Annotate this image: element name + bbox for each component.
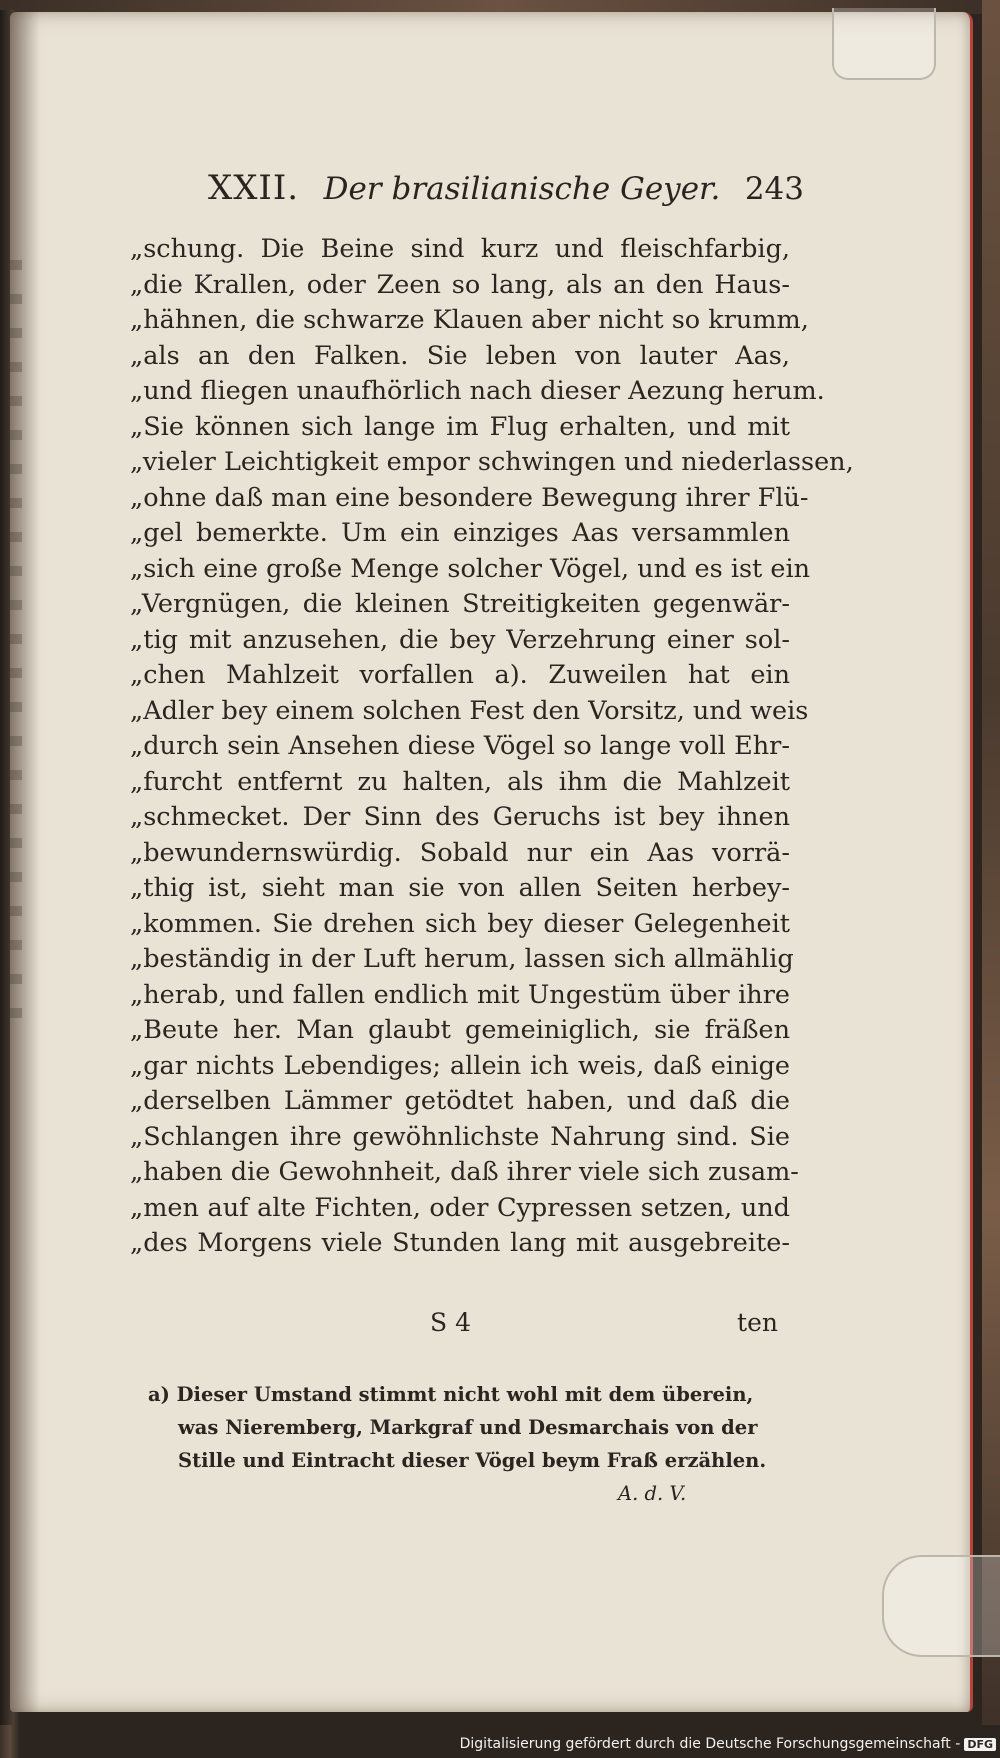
text-line: „als an den Falken. Sie leben von lauter Aas, bbox=[130, 340, 790, 371]
text-line: „schmecket. Der Sinn des Geruchs ist bey ihnen bbox=[130, 802, 790, 832]
section-number: XXII. bbox=[208, 168, 300, 208]
text-line: „thig ist, sieht man sie von allen Seiten herbey- bbox=[130, 873, 790, 903]
page-number: 243 bbox=[744, 171, 804, 207]
running-title: Der brasilianische Geyer. bbox=[323, 171, 721, 207]
footnote-line: Stille und Eintracht dieser Vögel beym Fraß erzählen. bbox=[178, 1449, 767, 1472]
text-line: „gar nichts Lebendiges; allein ich weis, daß einige bbox=[130, 1050, 790, 1081]
text-line: „die Krallen, oder Zeen so lang, als an den Haus- bbox=[130, 269, 790, 300]
text-line: „men auf alte Fichten, oder Cypressen setzen, und bbox=[130, 1192, 790, 1223]
digitization-credit bbox=[460, 1733, 996, 1755]
footnote-line: a) Dieser Umstand stimmt nicht wohl mit dem überein, bbox=[148, 1383, 754, 1406]
book-cover-right-edge bbox=[982, 0, 1000, 1725]
text-line: „haben die Gewohnheit, daß ihrer viele sich zusam- bbox=[130, 1157, 799, 1187]
text-line: „Vergnügen, die kleinen Streitigkeiten gegenwär- bbox=[130, 589, 790, 619]
footnote-line: was Nieremberg, Markgraf und Desmarchais von der bbox=[178, 1416, 758, 1439]
archival-tab-bottom bbox=[882, 1555, 1000, 1657]
dfg-logo-icon: DFG bbox=[964, 1738, 996, 1751]
text-line: „Beute her. Man glaubt gemeiniglich, sie fräßen bbox=[130, 1015, 790, 1045]
text-line: „durch sein Ansehen diese Vögel so lange voll Ehr- bbox=[130, 731, 790, 761]
text-line: „des Morgens viele Stunden lang mit ausgebreite- bbox=[130, 1228, 790, 1258]
show-through-text bbox=[10, 260, 22, 1020]
text-line: „furcht entfernt zu halten, als ihm die Mahlzeit bbox=[130, 766, 790, 797]
running-header bbox=[208, 168, 804, 212]
text-line: „Adler bey einem solchen Fest den Vorsitz, und weis bbox=[130, 695, 809, 726]
archival-tab-top bbox=[832, 8, 936, 80]
text-line: „ohne daß man eine besondere Bewegung ihrer Flü- bbox=[130, 482, 809, 513]
text-line: „beständig in der Luft herum, lassen sich allmählig bbox=[130, 944, 794, 974]
text-line: „tig mit anzusehen, die bey Verzehrung einer sol- bbox=[130, 624, 790, 655]
text-line: „gel bemerkte. Um ein einziges Aas versammlen bbox=[130, 518, 790, 548]
text-line: „chen Mahlzeit vorfallen a). Zuweilen hat ein bbox=[130, 660, 790, 690]
text-line: „vieler Leichtigkeit empor schwingen und niederlassen, bbox=[130, 447, 854, 477]
signature-mark: S 4 bbox=[430, 1308, 471, 1337]
text-line: „Sie können sich lange im Flug erhalten, und mit bbox=[130, 411, 790, 442]
text-line: „bewundernswürdig. Sobald nur ein Aas vorrä- bbox=[130, 837, 790, 868]
footnote-line: A. d. V. bbox=[618, 1482, 687, 1505]
catchword: ten bbox=[737, 1308, 778, 1337]
text-line: „sich eine große Menge solcher Vögel, und es ist ein bbox=[130, 553, 811, 584]
text-line: „herab, und fallen endlich mit Ungestüm über ihre bbox=[130, 979, 790, 1010]
text-line: „und fliegen unaufhörlich nach dieser Aezung herum. bbox=[130, 376, 825, 406]
page-footer-line bbox=[130, 1308, 790, 1344]
credit-text: Digitalisierung gefördert durch die Deutsche Forschungsgemeinschaft - bbox=[459, 1736, 961, 1752]
text-line: „schung. Die Beine sind kurz und fleischfarbig, bbox=[130, 234, 790, 264]
footnote bbox=[148, 1378, 788, 1510]
text-line: „derselben Lämmer getödtet haben, und daß die bbox=[130, 1086, 790, 1116]
text-line: „kommen. Sie drehen sich bey dieser Gelegenheit bbox=[130, 908, 790, 939]
body-text bbox=[130, 232, 854, 1262]
text-line: „Schlangen ihre gewöhnlichste Nahrung sind. Sie bbox=[130, 1121, 790, 1152]
text-line: „hähnen, die schwarze Klauen aber nicht so krumm, bbox=[130, 305, 809, 335]
